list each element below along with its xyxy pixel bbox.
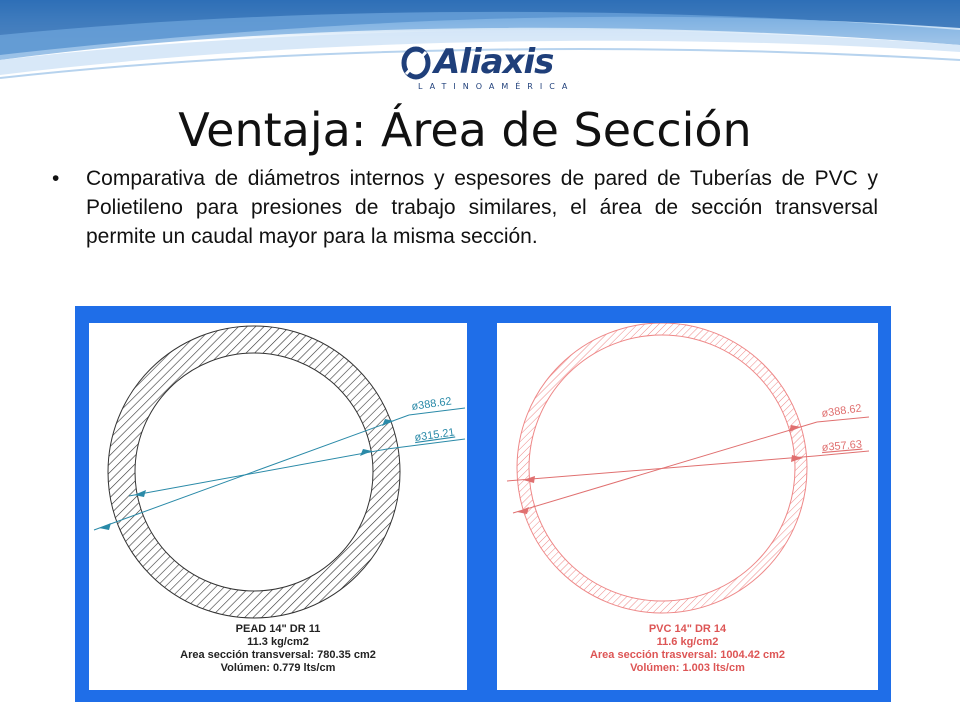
pead-caption [89,623,467,675]
bullet-item [52,164,878,251]
pead-caption-line: PEAD 14" DR 11 [235,623,321,635]
pvc-caption-line: Volúmen: 1.003 lts/cm [630,662,745,674]
pvc-caption-line: PVC 14" DR 14 [648,623,727,635]
pead-caption-line: 11.3 kg/cm2 [247,636,309,648]
pead-inner-diameter-label: ø315.21 [413,426,456,444]
slide-title: Ventaja: Área de Sección [178,103,752,157]
pvc-caption-line: 11.6 kg/cm2 [656,636,719,648]
logo-subtitle: LATINOAMÉRICA [418,82,575,91]
pvc-caption-line: Area sección trasversal: 1004.42 cm2 [589,649,786,661]
aliaxis-swirl-icon [400,46,432,80]
bullet-text: Comparativa de diámetros internos y espesores de pared de Tuberías de PVC y Polietileno para presiones de trabajo similares, el área de sección transversal permite un caudal mayor para la misma sección. [86,167,878,248]
pead-outer-diameter-label: ø388.62 [410,395,453,413]
pvc-pipe-panel [497,323,878,690]
logo-name: Aliaxis [434,42,554,82]
pead-pipe-panel [89,323,467,690]
comparison-figure [75,306,891,702]
pead-caption-line: Volúmen: 0.779 lts/cm [220,662,336,674]
bullet-symbol: • [52,167,60,190]
pvc-caption [497,623,878,675]
pvc-inner-diameter-label: ø357.63 [821,438,863,454]
pvc-outer-diameter-label: ø388.62 [820,402,863,420]
pead-caption-line: Area sección transversal: 780.35 cm2 [180,649,376,661]
aliaxis-logo [400,42,575,97]
